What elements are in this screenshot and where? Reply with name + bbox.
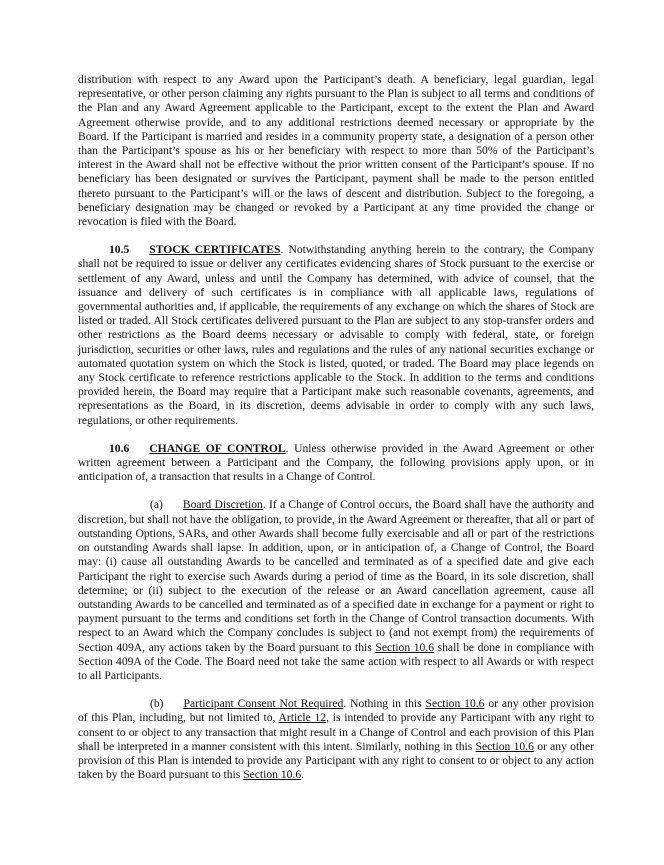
run-in-heading-text: Board Discretion — [182, 498, 263, 512]
text-run: . Nothing in this — [343, 697, 426, 711]
cross-reference-link[interactable]: Section 10.6 — [475, 739, 534, 753]
cross-reference-link[interactable]: Section 10.6 — [243, 768, 302, 782]
text-run: 10.6 — [109, 441, 130, 455]
cross-reference-link[interactable]: Section 10.6 — [425, 697, 485, 711]
cross-reference-link[interactable]: Article 12 — [278, 711, 327, 725]
run-in-heading-text: Participant Consent Not Required — [183, 697, 344, 711]
text-run: shall be done in compliance with Section 409A of the Code. The Board need not take the same action with respect to all Awards or with respect to all Participants. — [78, 640, 594, 682]
text-run: . Unless otherwise provided in the Award Agreement or other written agreement between a Participant and the Company, the following provisions apply upon, or in anticipation of, a transaction that results in a Change of Control. — [78, 441, 594, 484]
text-run: 10.5 — [109, 243, 130, 257]
text-run: . — [301, 768, 305, 782]
cross-reference-link[interactable]: Section 10.6 — [375, 640, 435, 654]
text-run: . Notwithstanding anything herein to the contrary, the Company shall not be required to issue or deliver any certificates evidencing shares of Stock pursuant to the exercise or settlement of any Award, unless and until the Company has determined, with advice of counsel, that the issuance and delivery of such certificates is in compliance with all applicable laws, regulations of governmental authorities and, if applicable, the requirements of any exchange on which the shares of Stock are listed or traded. All Stock certificates delivered pursuant to the Plan are subject to any stop-transfer orders and other restrictions as the Board deems necessary or advisable to comply with federal, state, or foreign jurisdiction, securities or other laws, rules and regulations and the rules of any national securities exchange or automated quotation system on which the Stock is listed, quoted, or traded. The Board may place legends on any Stock certificate to reference restrictions applicable to the Stock. In addition to the terms and conditions provided herein, the Board may require that a Participant make such reasonable covenants, agreements, and representations as the Board, in its discretion, deems advisable in order to comply with any such laws, regulations, or other requirements. — [78, 243, 594, 427]
text-run: (a) — [150, 498, 163, 512]
text-run: (b) — [150, 697, 164, 711]
paragraph-subsection-a-board-discretion — [78, 498, 594, 683]
text-run: , is intended to provide any Participant with any right to consent to or object to any transaction that might result in a Change of Control and each provision of this Plan shall be interpreted in a manner consistent with this intent. Similarly, nothing in this — [78, 711, 595, 753]
paragraph-section-10-6-change-of-control — [78, 442, 594, 485]
text-run: or any other provision of this Plan, including, but not limited to, — [78, 697, 594, 725]
paragraph-beneficiary-continuation — [78, 73, 594, 229]
paragraph-section-10-5-stock-certificates — [78, 243, 594, 428]
text-run: distribution with respect to any Award upon the Participant’s death. A beneficiary, legal guardian, legal representative, or other person claiming any rights pursuant to the Plan is subject to all terms and conditions of the Plan and any Award Agreement applicable to the Participant, except to the extent the Plan and Award Agreement otherwise provide, and to any additional restrictions deemed necessary or appropriate by the Board. If the Participant is married and resides in a community property state, a designation of a person other than the Participant’s spouse as his or her beneficiary with respect to more than 50% of the Participant’s interest in the Award shall not be effective without the prior written consent of the Participant’s spouse. If no beneficiary has been designated or survives the Participant, payment shall be made to the person entitled thereto pursuant to the Participant’s will or the laws of descent and distribution. Subject to the foregoing, a beneficiary designation may be changed or revoked by a Participant at any time provided the change or revocation is filed with the Board. — [78, 73, 594, 229]
run-in-heading-text: STOCK CERTIFICATES — [149, 243, 281, 257]
run-in-heading-text: CHANGE OF CONTROL — [149, 441, 286, 455]
text-run: or any other provision of this Plan is intended to provide any Participant with any right to consent to or object to any action taken by the Board pursuant to this — [78, 739, 594, 782]
text-run: . If a Change of Control occurs, the Board shall have the authority and discretion, but shall not have the obligation, to provide, in the Award Agreement or thereafter, that all or part of outstanding Options, SARs, and other Awards shall become fully exercisable and all or part of the restrictions on outstanding Awards shall lapse. In addition, upon, or in anticipation of, a Change of Control, the Board may: (i) cause all outstanding Awards to be cancelled and terminated as of a specified date and give each Participant the right to exercise such Awards during a period of time as the Board, in its sole discretion, shall determine; or (ii) subject to the execution of the release or an Award cancellation agreement, cause all outstanding Awards to be cancelled and terminated as of a specified date in exchange for a payment or right to payment pursuant to the terms and conditions set forth in the Change of Control transaction documents. With respect to an Award which the Company concludes is subject to (and not exempt from) the requirements of Section 409A, any actions taken by the Board pursuant to this — [78, 498, 594, 654]
paragraph-subsection-b-participant-consent-not-required — [78, 697, 594, 782]
